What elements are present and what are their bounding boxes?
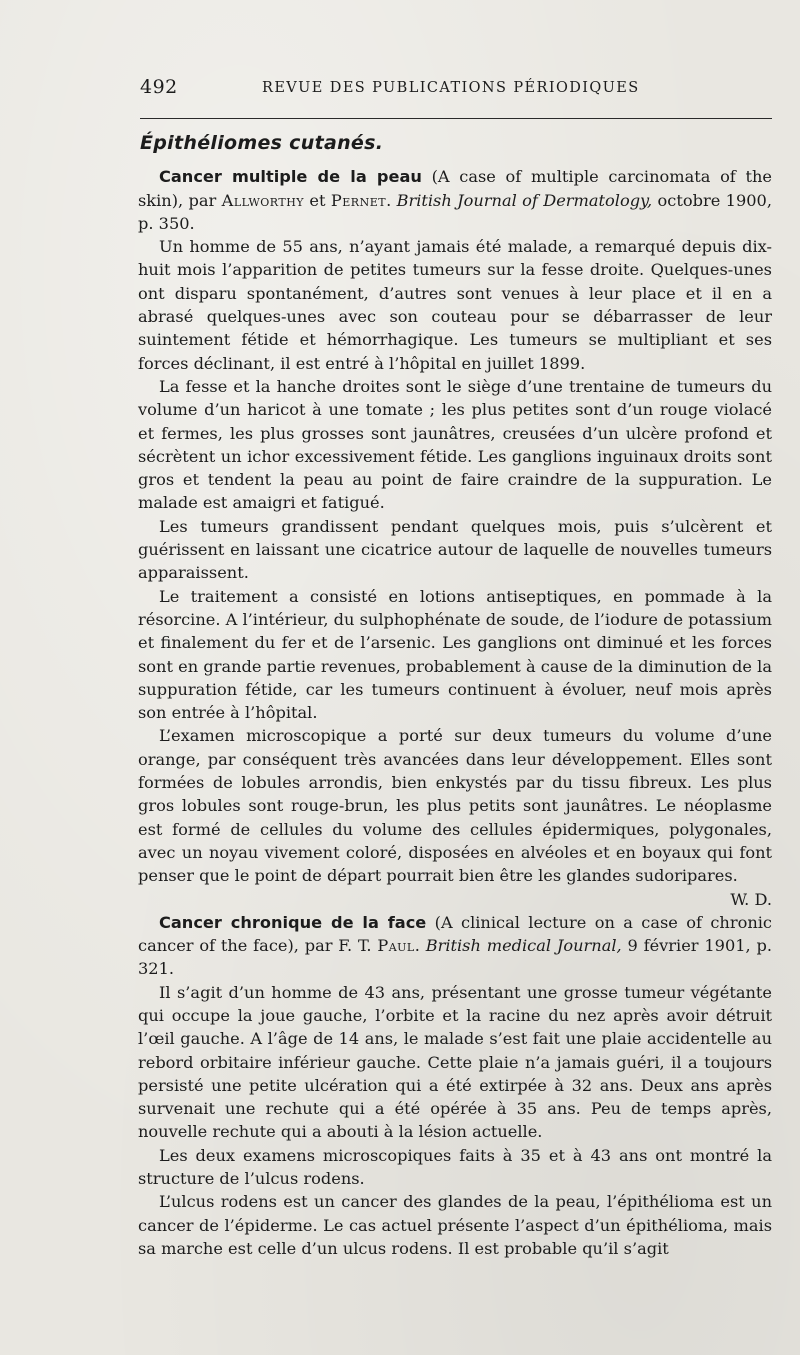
article-1-paragraph-2: La fesse et la hanche droites sont le siège d’une trentaine de tumeurs du volume d’un haricot à une tomate ; les plus petites sont d’un rouge violacé et fermes, les plus grosses sont jaunâtres, creusées d’un ulcère profond et sécrètent un ichor excessivement fétide. Les ganglions inguinaux droits sont gros et tendent la peau au point de faire craindre de la suppuration. Le malade est amaigri et fatigué. (138, 376, 772, 513)
author-paul: Paul (377, 936, 415, 956)
article-1-paragraph-1: Un homme de 55 ans, n’ayant jamais été malade, a remarqué depuis dix-huit mois l’apparition de petites tumeurs sur la fesse droite. Quelques-unes ont disparu spontanément, d’autres sont venues à leur place et il en a abrasé quelques-unes avec son couteau pour se débarrasser de leur suintement fétide et hémorrhagique. Les tumeurs se multipliant et ses forces déclinant, il est entré à l’hôpital en juillet 1899. (138, 237, 772, 373)
article-1-journal: British Journal of Dermatology, (396, 190, 653, 210)
running-head: REVUE DES PUBLICATIONS PÉRIODIQUES (262, 80, 640, 96)
page-number: 492 (140, 76, 178, 98)
article-1-paragraph-3: Les tumeurs grandissent pendant quelques mois, puis s’ulcèrent et guérissent en laissant une cicatrice autour de laquelle de nouvelles tumeurs apparaissent. (138, 516, 772, 583)
article-1-paragraph-4: Le traitement a consisté en lotions antiseptiques, en pommade à la résorcine. A l’intérieur, du sulphophénate de soude, de l’iodure de potassium et finalement du fer et de l’arsenic. Les ganglions ont diminué et les forces sont en grande partie revenues, probablement à cause de la diminution de la suppuration fétide, car les tumeurs continuent à évoluer, neuf mois après son entrée à l’hôpital. (138, 586, 773, 723)
article-1-paragraph-5 (138, 724, 772, 909)
ref-dot-2: . (414, 936, 426, 956)
article-2-paragraph-3: L’ulcus rodens est un cancer des glandes de la peau, l’épithélioma est un cancer de l’épiderme. Le cas actuel présente l’aspect d’un épithélioma, mais sa marche est celle d’un ulcus rodens. Il est probable qu’il s’agit (138, 1192, 772, 1258)
article-1-date: octobre 1900, p. 350. (138, 190, 772, 233)
header-rule (140, 118, 772, 119)
body-text (138, 132, 772, 1260)
page-header (140, 76, 772, 102)
signature: W. D. (730, 889, 772, 909)
ref-dot: . (386, 190, 397, 210)
article-2-journal: British medical Journal, (425, 936, 622, 956)
author-allworthy: Allworthy (221, 190, 305, 210)
article-2-ref-text: (A clinical lecture on a case of chronic cancer of the face), par F. T. (138, 912, 772, 956)
article-1-ref-text: (A case of multiple carcinomata of the skin), par (138, 167, 772, 210)
article-2-paragraph-2: Les deux examens microscopiques faits à 35 et à 43 ans ont montré la structure de l’ulcus rodens. (138, 1145, 772, 1189)
ref-and: et (304, 190, 331, 210)
section-title: Épithéliomes cutanés. (140, 132, 384, 154)
article-1-paragraph-5-text: L’examen microscopique a porté sur deux tumeurs du volume d’une orange, par conséquent très avancées dans leur développement. Elles sont formées de lobules arrondis, bien enkystés par du tissu fibreux. Les plus gros lobules sont rouge-brun, les plus petits sont jaunâtres. Le néoplasme est formé de cellules du volume des cellules épidermiques, polygonales, avec un noyau vivement coloré, disposées en alvéoles et en boyaux qui font penser que le point de départ pourrait bien être les glandes sudoripares. (138, 726, 772, 886)
article-1-title: Cancer multiple de la peau (159, 167, 422, 187)
article-2-title: Cancer chronique de la face (159, 912, 427, 932)
article-2-paragraph-1: Il s’agit d’un homme de 43 ans, présentant une grosse tumeur végétante qui occupe la joue gauche, l’orbite et la racine du nez après avoir détruit l’œil gauche. A l’âge de 14 ans, le malade s’est fait une plaie accidentelle au rebord orbitaire inférieur gauche. Cette plaie n’a jamais guéri, il a toujours persisté une petite ulcération qui a été extirpée à 32 ans. Deux ans après survenait une rechute qui a été opérée à 35 ans. Peu de temps après, nouvelle rechute qui a abouti à la lésion actuelle. (138, 982, 772, 1142)
article-2-date: 9 février 1901, p. 321. (138, 936, 772, 979)
article-1-reference (138, 165, 772, 235)
author-pernet: Pernet (330, 190, 387, 210)
article-2-reference (138, 911, 772, 981)
